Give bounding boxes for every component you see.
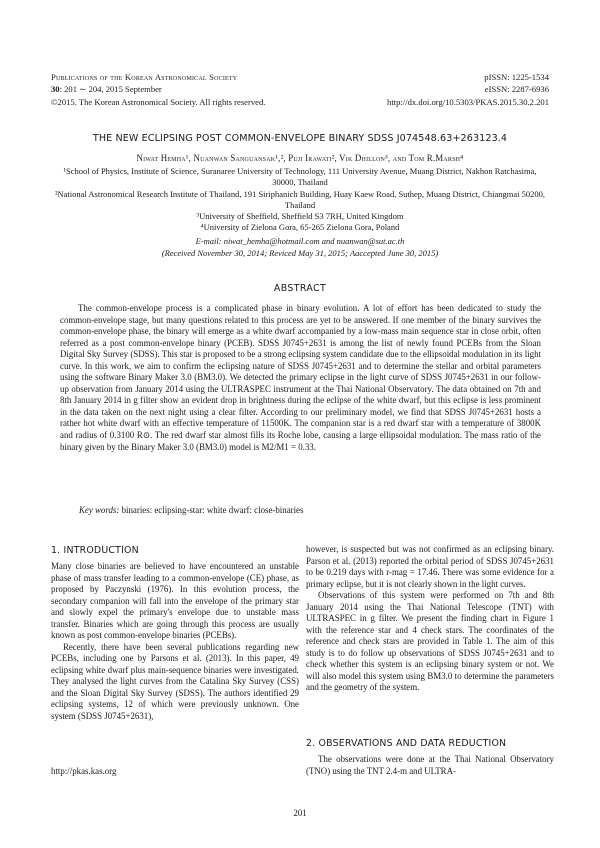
journal-url[interactable]: http://pkas.kas.org: [51, 766, 117, 776]
abstract-text: The common-envelope process is a complicated phase in binary evolution. A lot of effort has been dedicated to study the common-envelope stage, but many questions related to this process are yet to be answered. If one member of the binary survives the common-envelope phase, the binary will emerge as a white dwarf accompanied by a low-mass main sequence star in close orbit, often referred as a post common-envelope binary (PCEB). SDSS J0745+2631 is among the list of newly found PCEBs from the Sloan Digital Sky Survey (SDSS). This star is proposed to be a strong eclipsing system candidate due to the ellipsoidal modulation in its light curve. In this work, we aim to confirm the eclipsing nature of SDSS J0745+2631 and to determine the stellar and orbital parameters using the software Binary Maker 3.0 (BM3.0). We detected the primary eclipse in the light curve of SDSS J0745+2631 in our follow-up observation from January 2014 using the ULTRASPEC instrument at the Thai National Observatory. The data obtained on 7th and 8th January 2014 in g filter show an evident drop in brightness during the eclipse of the white dwarf, but this eclipse is less prominent in the data taken on the next night using a clear filter. According to our preliminary model, we find that SDSS J0745+2631 hosts a rather hot white dwarf with an effective temperature of 11500K. The companion star is a red dwarf star with a temperature of 3800K and radius of 0.3100 R⊙. The red dwarf star almost fills its Roche lobe, causing a large ellipsoidal modulation. The mass ratio of the binary given by the Binary Maker 3.0 (BM3.0) model is M2/M1 = 0.33.: [60, 303, 541, 452]
header-right: [387, 71, 549, 108]
intro-paragraph-1: Many close binaries are believed to have encountered an unstable phase of mass transfer leading to a common-envelope (CE) phase, as proposed by Paczynski (1976). In this evolution process, the secondary companion will fall into the envelope of the primary star and slowly expel the primary's envelope due to unstable mass transfer. Binaries which are going through this process are usually known as post common-envelope binaries (PCEBs).: [51, 561, 299, 640]
volume-number: 30: [51, 84, 60, 95]
volume-line: [51, 83, 265, 95]
observations-column: [306, 754, 554, 777]
observations-paragraph-1: The observations were done at the Thai National Observatory (TNO) using the TNT 2.4-m and ULTRA-: [306, 754, 554, 776]
abstract-heading: ABSTRACT: [273, 283, 327, 294]
eissn: eISSN: 2287-6936: [484, 84, 549, 95]
keywords-list: binaries: eclipsing-star: white dwarf: close-binaries: [121, 505, 304, 515]
copyright-line: ©2015. The Korean Astronomical Society. All rights reserved.: [51, 96, 266, 107]
right-column: [306, 544, 554, 694]
received-dates: (Received November 30, 2014; Reviced May 31, 2015; Aaccepted June 30, 2015): [161, 247, 439, 258]
section-heading-observations: 2. OBSERVATIONS AND DATA REDUCTION: [306, 738, 507, 749]
keywords-label: Key words:: [79, 505, 120, 515]
journal-name: Publications of the Korean Astronomical Society: [51, 72, 238, 82]
page-number: 201: [293, 808, 307, 818]
pissn: pISSN: 1225-1534: [484, 72, 549, 82]
author-emails: E-mail: niwat_hemha@hotmail.com and nuanwan@sut.ac.th: [195, 236, 405, 246]
intro-paragraph-3: however, is suspected but was not confirmed as an eclipsing binary. Parson et al. (2013) reported the orbital period of SDSS J0745+2631 to be 0.219 days with r-mag = 17.46. There was some evidence for a primary eclipse, but it is not clearly shown in the light curves.: [306, 544, 554, 589]
pages-info: : 201 ∼ 204, 2015 September: [59, 84, 162, 95]
intro-paragraph-2: Recently, there have been several publications regarding new PCEBs, including one by Parsons et al. (2013). In this paper, 49 eclipsing white dwarf plus main-sequence binaries were investigated. They analysed the light curves from the Catalina Sky Survey (CSS) and the Sloan Digital Sky Survey (SDSS). The authors identified 29 eclipsing systems, 12 of which were previously unknown. One system (SDSS J0745+2631),: [51, 641, 299, 721]
email-block: [0, 236, 600, 259]
affiliation-1: ¹School of Physics, Institute of Science, Suranaree University of Technology, 111 University Avenue, Muang District, Nakhon Ratchasima, 30000, Thailand: [63, 166, 537, 188]
intro-paragraph-4: Observations of this system were performed on 7th and 8th January 2014 using the Thai National Telescope (TNT) with ULTRASPEC in g filter. We present the finding chart in Figure 1 with the reference star and 4 check stars. The coordinates of the reference and check stars are provided in Table 1. The aim of this study is to do follow up observations of SDSS J0745+2631 and to check whether this system is an eclipsing binary system or not. We will also model this system using BM3.0 to determine the parameters and the geometry of the system.: [306, 590, 554, 692]
header-left: [51, 71, 265, 108]
affiliation-3: ³University of Sheffield, Sheffield S3 7RH, United Kingdom: [196, 211, 404, 222]
doi-link[interactable]: http://dx.doi.org/10.5303/PKAS.2015.30.2.201: [387, 96, 549, 107]
section-heading-introduction: 1. INTRODUCTION: [51, 545, 139, 556]
affiliation-2: ²National Astronomical Research Institute of Thailand, 191 Siriphanich Building, Huay Kaew Road, Suthep, Muang District, Chiangmai 50200, Thailand: [54, 188, 546, 210]
left-column: [51, 561, 299, 722]
author-list: Niwat Hemha¹, Nuanwan Sanguansak¹,², Puji Irawati², Vik Dhillon³, and Tom R.Marsh⁴: [136, 153, 464, 163]
keywords-line: [79, 505, 539, 517]
affiliations: [52, 166, 548, 234]
paper-title: THE NEW ECLIPSING POST COMMON-ENVELOPE BINARY SDSS J074548.63+263123.4: [92, 133, 508, 144]
affiliation-4: ⁴University of Zielona Gora, 65-265 Zielona Gora, Poland: [200, 222, 400, 233]
